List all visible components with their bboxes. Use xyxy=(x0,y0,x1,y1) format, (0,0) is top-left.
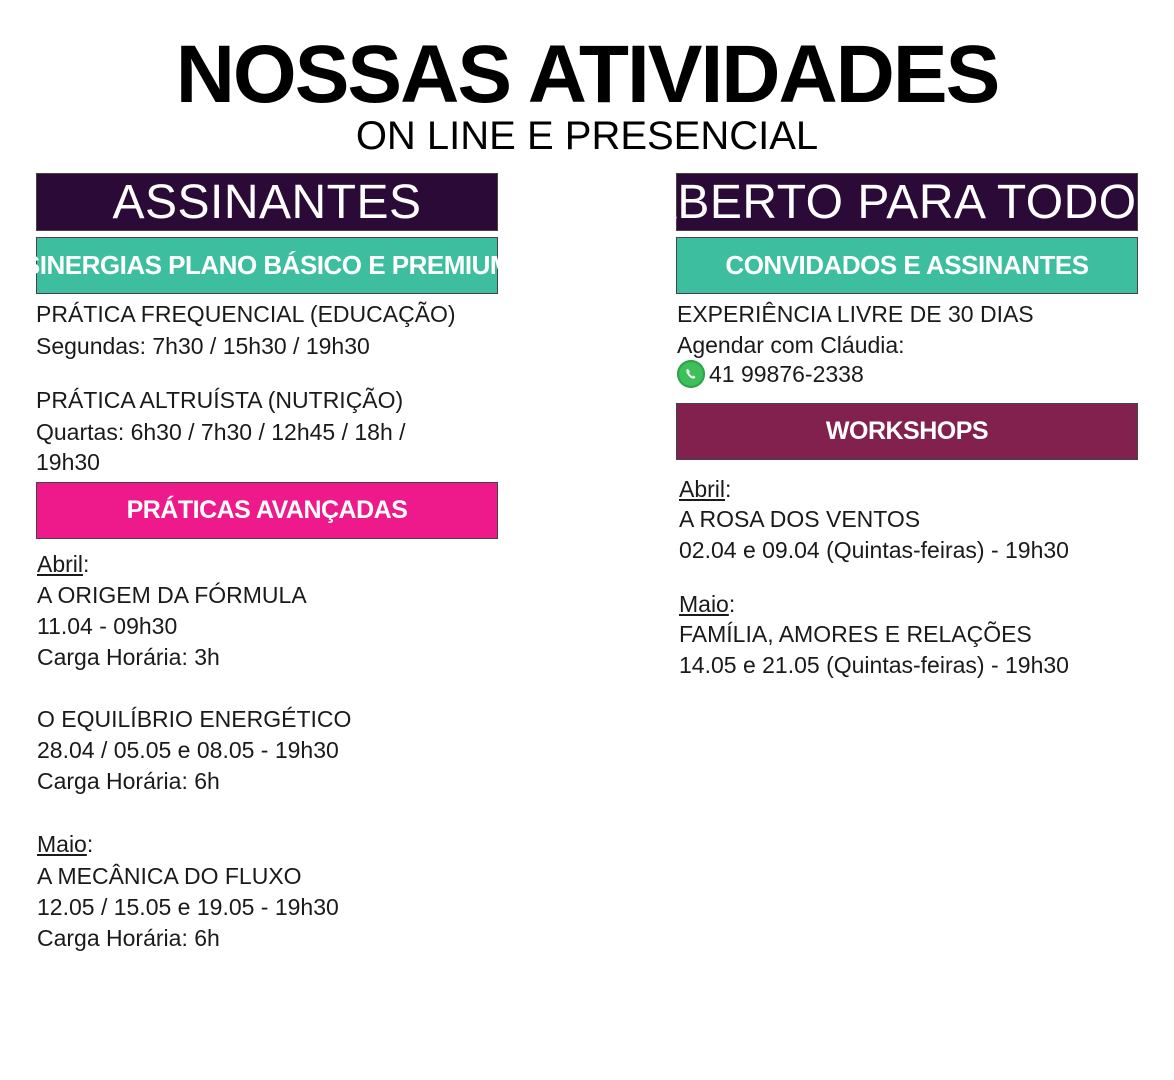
event-hours: Carga Horária: 6h xyxy=(37,768,220,794)
workshop-name: A ROSA DOS VENTOS xyxy=(679,506,921,532)
page-title: NOSSAS ATIVIDADES xyxy=(175,29,999,120)
event-hours: Carga Horária: 3h xyxy=(37,644,220,670)
guests-subheader: CONVIDADOS E ASSINANTES xyxy=(676,237,1138,294)
subscribers-header: ASSINANTES xyxy=(36,173,498,231)
trial-text: EXPERIÊNCIA LIVRE DE 30 DIAS xyxy=(677,301,1034,327)
page-subtitle: ON LINE E PRESENCIAL xyxy=(355,114,819,158)
practice2-title: PRÁTICA ALTRUÍSTA (NUTRIÇÃO) xyxy=(36,387,404,413)
practice1-time: Segundas: 7h30 / 15h30 / 19h30 xyxy=(36,333,370,359)
practice2-time-cont: 19h30 xyxy=(36,449,100,475)
workshop-date: 14.05 e 21.05 (Quintas-feiras) - 19h30 xyxy=(679,652,1069,678)
event-date: 28.04 / 05.05 e 08.05 - 19h30 xyxy=(37,737,339,763)
event-name: A ORIGEM DA FÓRMULA xyxy=(37,582,307,608)
event-name: A MECÂNICA DO FLUXO xyxy=(37,863,302,889)
schedule-text: Agendar com Cláudia: xyxy=(677,332,905,358)
advanced-practices-header: PRÁTICAS AVANÇADAS xyxy=(36,482,498,539)
month-label: Maio: xyxy=(37,831,94,857)
phone-line[interactable] xyxy=(677,359,864,390)
workshop-date: 02.04 e 09.04 (Quintas-feiras) - 19h30 xyxy=(679,537,1069,563)
workshops-header: WORKSHOPS xyxy=(676,403,1138,460)
open-to-all-header: ABERTO PARA TODOS xyxy=(676,173,1138,231)
event-name: O EQUILÍBRIO ENERGÉTICO xyxy=(37,706,352,732)
event-hours: Carga Horária: 6h xyxy=(37,925,220,951)
practice1-title: PRÁTICA FREQUENCIAL (EDUCAÇÃO) xyxy=(36,301,456,327)
phone-number: 41 99876-2338 xyxy=(709,361,864,387)
event-date: 11.04 - 09h30 xyxy=(37,613,178,639)
whatsapp-icon xyxy=(677,360,705,388)
month-label: Abril: xyxy=(37,551,90,577)
workshop-name: FAMÍLIA, AMORES E RELAÇÕES xyxy=(679,621,1032,647)
month-label: Maio: xyxy=(679,591,736,617)
plans-subheader: SINERGIAS PLANO BÁSICO E PREMIUM xyxy=(36,237,498,294)
practice2-time: Quartas: 6h30 / 7h30 / 12h45 / 18h / xyxy=(36,419,406,445)
event-date: 12.05 / 15.05 e 19.05 - 19h30 xyxy=(37,894,339,920)
month-label: Abril: xyxy=(679,476,732,502)
